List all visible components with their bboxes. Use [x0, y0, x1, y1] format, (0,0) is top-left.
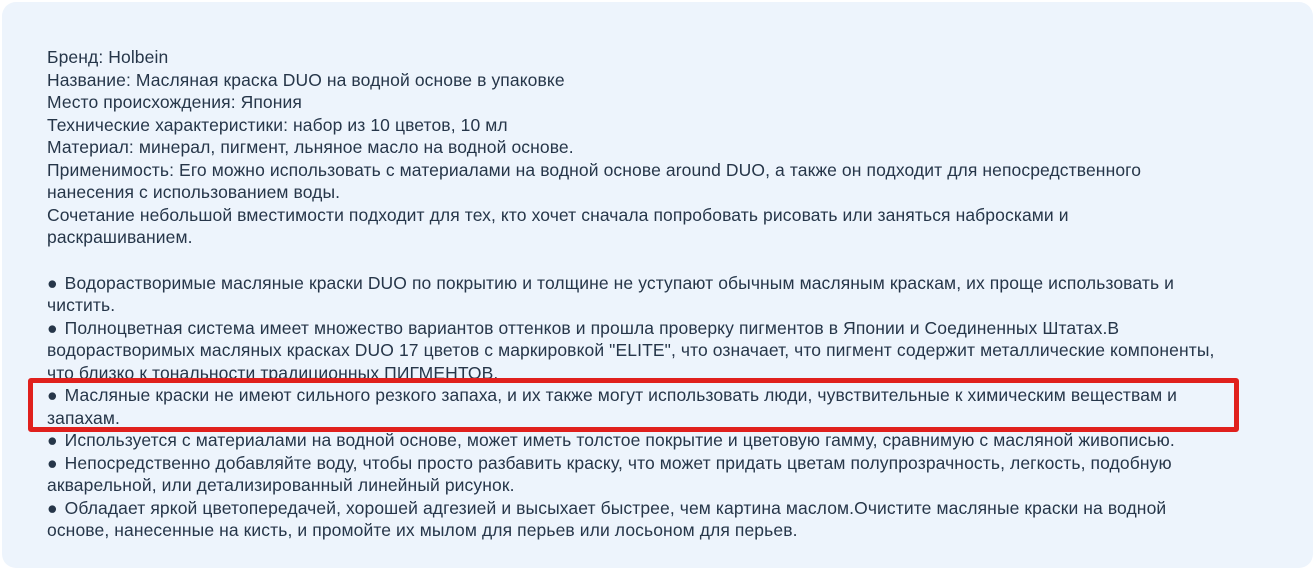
spec-block: [47, 46, 1219, 249]
bullet-icon: ●: [47, 317, 58, 338]
bullet-icon: ●: [47, 452, 58, 473]
bullet-item: [47, 272, 1219, 317]
bullet-text: Полноцветная система имеет множество вариантов оттенков и прошла проверку пигментов в Японии и Соединенных Штатах.В водорастворимых масляных красках DUO 17 цветов с маркировкой "ELITE", что означает, что пигмент содержит металлические компоненты, что близко к тональности традиционных ПИГМЕНТОВ.: [47, 317, 1215, 383]
bullet-icon: ●: [47, 385, 58, 405]
bullet-list: [47, 272, 1219, 542]
bullet-item-highlighted: [47, 384, 1219, 429]
bullet-text: Водорастворимые масляные краски DUO по покрытию и толщине не уступают обычным масляным краскам, их проще использовать и чистить.: [47, 272, 1174, 315]
spec-line: Материал: минерал, пигмент, льняное масло на водной основе.: [47, 137, 574, 157]
bullet-icon: ●: [47, 272, 58, 293]
bullet-text: Масляные краски не имеют сильного резкого запаха, и их также могут использовать люди, чувствительные к химическим веществам и запахам.: [47, 385, 1178, 428]
product-description: [47, 46, 1219, 542]
bullet-icon: ●: [47, 430, 58, 450]
spec-line: Бренд: Holbein: [47, 47, 169, 67]
bullet-text: Обладает яркой цветопередачей, хорошей адгезией и высыхает быстрее, чем картина маслом.Очистите масляные краски на водной основе, нанесенные на кисть, и промойте их мылом для перьев или лосьоном для перьев.: [47, 497, 1167, 540]
spec-line: Место происхождения: Япония: [47, 92, 302, 112]
spec-line: Название: Масляная краска DUO на водной основе в упаковке: [47, 69, 565, 90]
spec-line: Сочетание небольшой вместимости подходит для тех, кто хочет сначала попробовать рисовать или заняться набросками и раскрашиванием.: [47, 204, 1069, 247]
bullet-item: [47, 429, 1219, 452]
bullet-text: Непосредственно добавляйте воду, чтобы просто разбавить краску, что может придать цветам полупрозрачность, легкость, подобную акварельной, или детализированный линейный рисунок.: [47, 452, 1172, 495]
bullet-text: Используется с материалами на водной основе, может иметь толстое покрытие и цветовую гамму, сравнимую с масляной живописью.: [64, 430, 1175, 450]
spec-line: Технические характеристики: набор из 10 цветов, 10 мл: [47, 114, 508, 135]
bullet-icon: ●: [47, 497, 58, 518]
bullet-item: [47, 497, 1219, 542]
spec-line: Применимость: Его можно использовать с материалами на водной основе around DUO, а также он подходит для непосредственного нанесения с использованием воды.: [47, 159, 1142, 202]
bullet-item: [47, 452, 1219, 497]
product-card: [2, 2, 1313, 568]
bullet-item: [47, 317, 1219, 385]
